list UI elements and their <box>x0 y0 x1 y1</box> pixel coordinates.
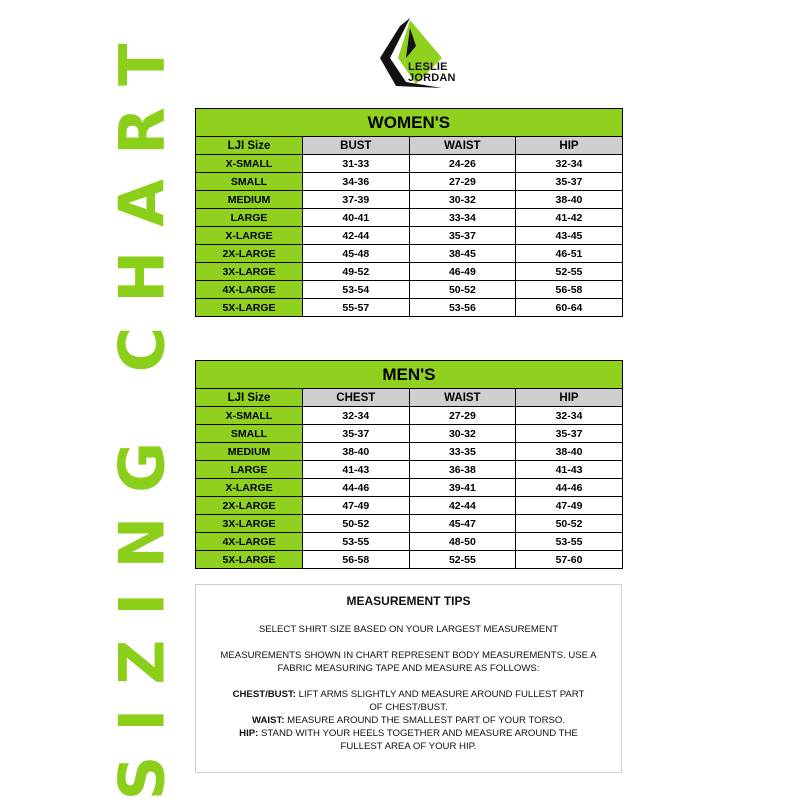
measurement-cell: 40-41 <box>303 209 410 227</box>
measurement-cell: 53-56 <box>409 299 516 317</box>
size-label-cell: 2X-LARGE <box>196 245 303 263</box>
women-header-hip: HIP <box>516 137 623 155</box>
size-label-cell: 3X-LARGE <box>196 515 303 533</box>
measurement-cell: 33-35 <box>409 443 516 461</box>
measurement-cell: 35-37 <box>409 227 516 245</box>
women-header-lji-size: LJI Size <box>196 137 303 155</box>
measurement-cell: 39-41 <box>409 479 516 497</box>
size-label-cell: 5X-LARGE <box>196 299 303 317</box>
measurement-cell: 45-48 <box>303 245 410 263</box>
measurement-cell: 49-52 <box>303 263 410 281</box>
tips-hip <box>196 727 621 753</box>
measurement-tips-title: MEASUREMENT TIPS <box>346 594 471 608</box>
measurement-cell: 37-39 <box>303 191 410 209</box>
tips-waist <box>196 714 621 727</box>
table-row <box>196 191 623 209</box>
measurement-cell: 27-29 <box>409 173 516 191</box>
size-label-cell: SMALL <box>196 173 303 191</box>
measurement-cell: 27-29 <box>409 407 516 425</box>
tips-waist-label: WAIST: <box>251 715 285 726</box>
mens-size-table <box>195 360 623 569</box>
measurement-cell: 38-45 <box>409 245 516 263</box>
measurement-cell: 52-55 <box>409 551 516 569</box>
measurement-cell: 45-47 <box>409 515 516 533</box>
measurement-cell: 35-37 <box>303 425 410 443</box>
table-row <box>196 299 623 317</box>
measurement-cell: 44-46 <box>516 479 623 497</box>
measurement-cell: 41-43 <box>516 461 623 479</box>
logo-line-2: JORDAN <box>408 72 456 84</box>
measurement-cell: 38-40 <box>516 191 623 209</box>
measurement-cell: 47-49 <box>516 497 623 515</box>
measurement-cell: 50-52 <box>516 515 623 533</box>
measurement-cell: 32-34 <box>516 155 623 173</box>
table-row <box>196 515 623 533</box>
measurement-cell: 36-38 <box>409 461 516 479</box>
measurement-cell: 43-45 <box>516 227 623 245</box>
logo-text <box>408 62 456 84</box>
measurement-cell: 48-50 <box>409 533 516 551</box>
table-row <box>196 281 623 299</box>
tips-chest-bust <box>196 688 621 714</box>
size-label-cell: 2X-LARGE <box>196 497 303 515</box>
womens-table-title: WOMEN'S <box>196 109 623 137</box>
tips-hip-label: HIP: <box>239 728 259 739</box>
measurement-cell: 52-55 <box>516 263 623 281</box>
measurement-cell: 32-34 <box>303 407 410 425</box>
tips-select-size: SELECT SHIRT SIZE BASED ON YOUR LARGEST MEASUREMENT <box>258 624 559 635</box>
womens-size-table <box>195 108 623 317</box>
men-header-waist: WAIST <box>409 389 516 407</box>
measurement-cell: 35-37 <box>516 425 623 443</box>
table-row <box>196 407 623 425</box>
table-row <box>196 533 623 551</box>
table-row <box>196 497 623 515</box>
table-row <box>196 461 623 479</box>
measurement-cell: 56-58 <box>303 551 410 569</box>
measurement-cell: 44-46 <box>303 479 410 497</box>
size-label-cell: 3X-LARGE <box>196 263 303 281</box>
measurement-cell: 53-55 <box>303 533 410 551</box>
table-row <box>196 209 623 227</box>
measurement-cell: 38-40 <box>303 443 410 461</box>
measurement-cell: 46-49 <box>409 263 516 281</box>
tips-waist-text: MEASURE AROUND THE SMALLEST PART OF YOUR TORSO. <box>284 715 566 726</box>
measurement-cell: 50-52 <box>409 281 516 299</box>
measurement-cell: 53-55 <box>516 533 623 551</box>
table-row <box>196 425 623 443</box>
measurement-cell: 38-40 <box>516 443 623 461</box>
table-row <box>196 263 623 281</box>
size-label-cell: 5X-LARGE <box>196 551 303 569</box>
size-label-cell: 4X-LARGE <box>196 533 303 551</box>
tips-measurement-intro: MEASUREMENTS SHOWN IN CHART REPRESENT BODY MEASUREMENTS. USE A FABRIC MEASURING TAPE AND MEASURE AS FOLLOWS: <box>220 650 597 674</box>
table-row <box>196 173 623 191</box>
size-label-cell: LARGE <box>196 461 303 479</box>
men-header-hip: HIP <box>516 389 623 407</box>
tips-chest-label: CHEST/BUST: <box>232 689 296 700</box>
measurement-cell: 56-58 <box>516 281 623 299</box>
size-label-cell: X-LARGE <box>196 227 303 245</box>
logo-line-1: LESLIE <box>408 61 448 73</box>
measurement-cell: 33-34 <box>409 209 516 227</box>
size-label-cell: X-SMALL <box>196 155 303 173</box>
tips-chest-text: LIFT ARMS SLIGHTLY AND MEASURE AROUND FULLEST PART OF CHEST/BUST. <box>296 689 585 713</box>
measurement-cell: 50-52 <box>303 515 410 533</box>
measurement-cell: 41-42 <box>516 209 623 227</box>
measurement-cell: 57-60 <box>516 551 623 569</box>
men-header-chest: CHEST <box>303 389 410 407</box>
measurement-cell: 34-36 <box>303 173 410 191</box>
men-header-lji-size: LJI Size <box>196 389 303 407</box>
measurement-cell: 31-33 <box>303 155 410 173</box>
table-row <box>196 551 623 569</box>
table-row <box>196 479 623 497</box>
size-label-cell: SMALL <box>196 425 303 443</box>
size-label-cell: 4X-LARGE <box>196 281 303 299</box>
measurement-cell: 32-34 <box>516 407 623 425</box>
table-row <box>196 443 623 461</box>
measurement-cell: 24-26 <box>409 155 516 173</box>
sizing-chart-vertical-title-wrap <box>105 19 179 800</box>
sizing-chart-vertical-title: SIZING CHART <box>105 19 179 800</box>
measurement-cell: 42-44 <box>409 497 516 515</box>
measurement-cell: 47-49 <box>303 497 410 515</box>
tips-hip-text: STAND WITH YOUR HEELS TOGETHER AND MEASURE AROUND THE FULLEST AREA OF YOUR HIP. <box>258 728 578 752</box>
mens-table-title: MEN'S <box>196 361 623 389</box>
size-label-cell: MEDIUM <box>196 191 303 209</box>
measurement-cell: 53-54 <box>303 281 410 299</box>
measurement-cell: 41-43 <box>303 461 410 479</box>
measurement-cell: 42-44 <box>303 227 410 245</box>
measurement-cell: 30-32 <box>409 425 516 443</box>
size-label-cell: MEDIUM <box>196 443 303 461</box>
table-row <box>196 227 623 245</box>
table-row <box>196 245 623 263</box>
size-label-cell: X-LARGE <box>196 479 303 497</box>
measurement-cell: 46-51 <box>516 245 623 263</box>
women-header-waist: WAIST <box>409 137 516 155</box>
measurement-cell: 55-57 <box>303 299 410 317</box>
measurement-cell: 60-64 <box>516 299 623 317</box>
measurement-cell: 30-32 <box>409 191 516 209</box>
table-row <box>196 155 623 173</box>
women-header-bust: BUST <box>303 137 410 155</box>
size-label-cell: LARGE <box>196 209 303 227</box>
size-label-cell: X-SMALL <box>196 407 303 425</box>
measurement-cell: 35-37 <box>516 173 623 191</box>
measurement-tips-box <box>195 584 622 773</box>
